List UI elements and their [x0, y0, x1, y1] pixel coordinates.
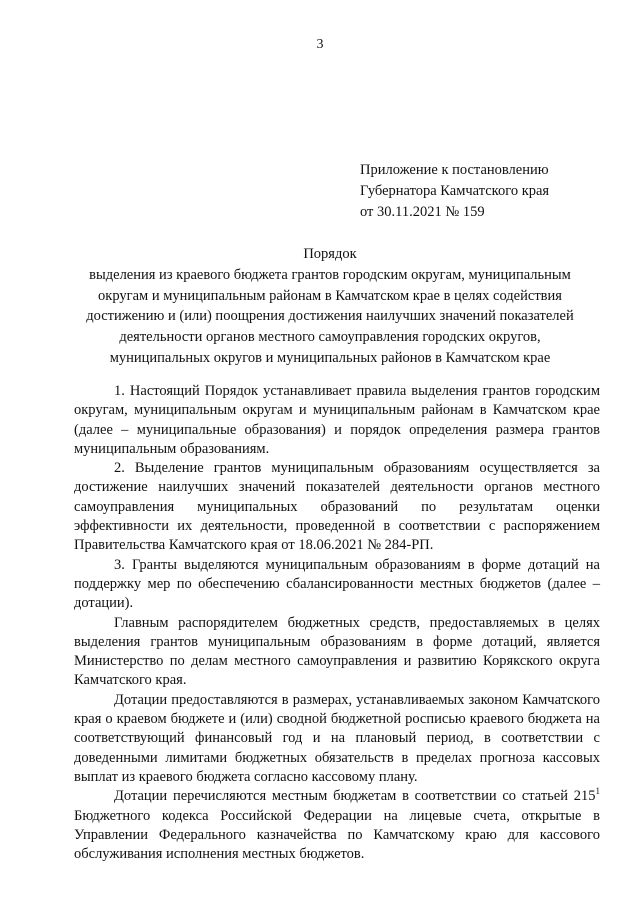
paragraph-4: Главным распорядителем бюджетных средств, предоставляемых в целях выделения грантов муниципальным образованиям в форме дотаций, является Министерство по делам местного самоуправления и развитию Корякского округа Камчатского края.	[74, 614, 600, 689]
annex-line-1: Приложение к постановлению	[360, 162, 549, 178]
document-title	[60, 244, 600, 369]
article-superscript: 1	[595, 786, 600, 797]
page-number: 3	[316, 37, 324, 52]
document-body	[74, 382, 600, 864]
annex-block	[360, 160, 610, 223]
title-line-5: муниципальных округов и муниципальных районов в Камчатском крае	[109, 349, 551, 366]
paragraph-5: Дотации предоставляются в размерах, устанавливаемых законом Камчатского края о краевом бюджете и (или) сводной бюджетной росписью краевого бюджета на соответствующий финансовый год и на плановый период, в соответствии с доведенными лимитами бюджетных обязательств в пределах прогноза кассовых выплат из краевого бюджета согласно кассовому плану.	[74, 691, 600, 785]
paragraph-6	[74, 787, 600, 864]
paragraph-1: 1. Настоящий Порядок устанавливает правила выделения грантов городским округам, муниципальным округам и муниципальным районам в Камчатском крае (далее – муниципальные образования) и порядок определения размера грантов муниципальным образованиям.	[74, 383, 600, 457]
paragraph-2: 2. Выделение грантов муниципальным образованиям осуществляется за достижение наилучших значений показателей деятельности органов местного самоуправления муниципальных образований по результатам оценки эффективности их деятельности, проведенной в соответствии с распоряжением Правительства Камчатского края от 18.06.2021 № 284-РП.	[74, 460, 600, 554]
title-line-4: деятельности органов местного самоуправления городских округов,	[119, 329, 541, 346]
paragraph-3: 3. Гранты выделяются муниципальным образованиям в форме дотаций на поддержку мер по обеспечению сбалансированности местных бюджетов (далее – дотации).	[74, 556, 600, 612]
title-line-2: округам и муниципальным районам в Камчатском крае в целях содействия	[98, 287, 562, 304]
annex-line-3: от 30.11.2021 № 159	[360, 204, 485, 220]
title-line-1: выделения из краевого бюджета грантов городским округам, муниципальным	[89, 266, 571, 283]
annex-line-2: Губернатора Камчатского края	[360, 183, 550, 199]
title-line-3: достижению и (или) поощрения достижения наилучших значений показателей	[86, 308, 574, 325]
paragraph-6-text-end: Бюджетного кодекса Российской Федерации на лицевые счета, открытые в Управлении Федерального казначейства по Камчатскому краю для кассового обслуживания исполнения местных бюджетов.	[74, 807, 600, 863]
title-heading: Порядок	[303, 246, 357, 262]
paragraph-6-text-start: Дотации перечисляются местным бюджетам в соответствии со статьей 215	[114, 788, 596, 805]
